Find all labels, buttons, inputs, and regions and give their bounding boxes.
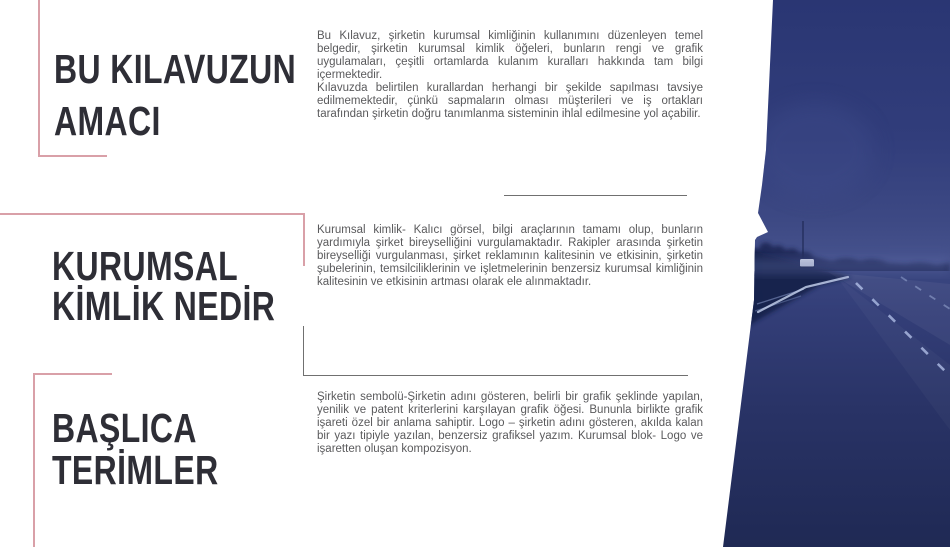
heading-kurumsal-kimlik-nedir (52, 243, 276, 329)
divider-line-1 (504, 195, 687, 196)
paragraph-block-purpose (317, 30, 703, 121)
heading-baslica-terimler (52, 407, 219, 491)
accent-line-vertical-2 (303, 213, 305, 266)
paragraph-text: Kılavuzda belirtilen kurallardan herhangi bir şekilde sapılması tavsiye edilmemektedir, çünkü sapmaların olması müşterileri ve iş ortakları tarafından şirketin doğru tanımlanma sisteminin ihlal edilmesine yol açabilir. (317, 82, 703, 120)
heading-line-2: KİMLİK NEDİR (52, 283, 276, 329)
divider-line-2-vertical (303, 326, 304, 376)
paragraph-block-terms (317, 391, 703, 456)
night-highway-photo (700, 0, 950, 547)
paragraph-text: Şirketin sembolü-Şirketin adını gösteren, belirli bir grafik şeklinde yapılan, yenilik ve patent kriterlerini karşılayan grafik öğesi. Bununla birlikte grafik işareti özel bir anlama sahiptir. Logo – şirketin adını gösteren, akılda kalan bir yazı tipiyle yazılan, benzersiz grafiksel yazım. Kurumsal blok- Logo ve işaretten oluşan kompozisyon. (317, 391, 703, 455)
divider-line-2-horizontal (303, 375, 688, 376)
accent-line-horizontal-2 (0, 213, 305, 215)
heading-line-2: TERİMLER (52, 447, 219, 493)
accent-line-horizontal-3 (33, 373, 112, 375)
accent-line-vertical-3 (33, 373, 35, 547)
heading-bu-kilavuzun-amaci (54, 43, 296, 147)
accent-line-vertical-1 (38, 0, 40, 156)
accent-line-horizontal-1 (38, 155, 107, 157)
heading-line-2: AMACI (54, 98, 161, 144)
heading-line-1: BAŞLICA (52, 405, 197, 451)
paragraph-block-identity (317, 224, 703, 289)
paragraph-text: Bu Kılavuz, şirketin kurumsal kimliğinin kullanımını düzenleyen temel belgedir, şirketin kurumsal kimlik öğeleri, bunların rengi ve grafik uygulamaları, çeşitli ortamlarda kulanım kuralları hakkında tam bilgi içermektedir. (317, 30, 703, 81)
heading-line-1: KURUMSAL (52, 243, 239, 289)
paragraph-text: Kurumsal kimlik- Kalıcı görsel, bilgi araçlarının tamamı olup, bunların yardımıyla şirket bireyselliğini vurgulamaktadır. Rakipler arasında şirketin bireyselliği vurgulanması, şirket reklamının kalitesinin ve etkisinin, şirketin şubelerinin, temsilciliklerinin ve işletmelerinin benzersiz kurumsal kimliğinin kalitesinin ve etkisinin artması olarak ele alınmaktadır. (317, 224, 703, 288)
heading-line-1: BU KILAVUZUN (54, 46, 297, 92)
